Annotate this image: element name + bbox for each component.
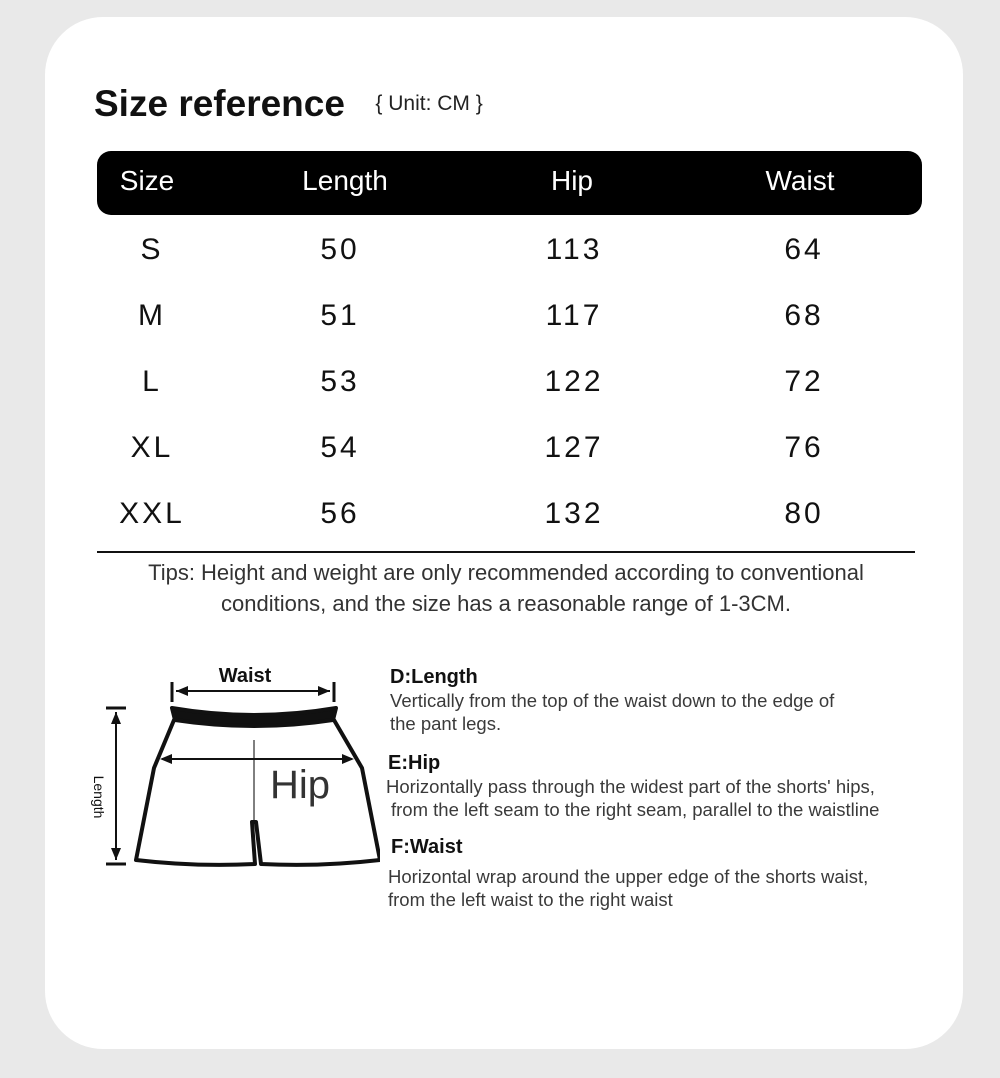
cell-waist: 72 <box>784 365 824 398</box>
table-divider <box>97 551 915 553</box>
cell-hip: 127 <box>544 431 604 464</box>
table-header <box>97 151 922 215</box>
cell-hip: 113 <box>545 233 603 266</box>
cell-length: 54 <box>320 431 360 464</box>
cell-hip: 117 <box>545 299 603 332</box>
cell-length: 50 <box>320 233 360 266</box>
cell-waist: 80 <box>784 497 824 530</box>
definition-line: Vertically from the top of the waist down to the edge of <box>390 690 835 711</box>
definition-hip <box>388 751 879 821</box>
tips-text: Tips: Height and weight are only recommended according to conventional conditions, and the size has a reasonable range of 1-3CM. <box>148 560 864 616</box>
table-row <box>0 233 1000 273</box>
table-row <box>0 431 1000 471</box>
cell-waist: 64 <box>784 233 824 266</box>
cell-length: 56 <box>320 497 360 530</box>
definition-waist <box>388 835 869 911</box>
length-label: Length <box>91 775 107 819</box>
unit-label: { Unit: CM } <box>375 92 483 115</box>
shorts-outline <box>136 708 380 865</box>
cell-size: M <box>138 299 166 332</box>
cell-size: XXL <box>119 497 185 530</box>
definition-heading: D:Length <box>390 666 478 688</box>
header-waist: Waist <box>765 165 835 196</box>
hip-label: Hip <box>269 763 331 807</box>
definition-line: the pant legs. <box>390 713 502 734</box>
cell-length: 51 <box>320 299 360 332</box>
header-length: Length <box>302 165 388 196</box>
cell-size: L <box>142 365 162 398</box>
definition-line: from the left seam to the right seam, parallel to the waistline <box>391 799 880 820</box>
cell-size: XL <box>130 431 174 464</box>
definition-length <box>390 665 834 735</box>
cell-length: 53 <box>320 365 360 398</box>
definition-heading: E:Hip <box>388 752 441 774</box>
definition-line: Horizontally pass through the widest part of the shorts' hips, <box>386 776 875 797</box>
table-row <box>0 299 1000 339</box>
waist-label: Waist <box>218 665 272 687</box>
cell-hip: 122 <box>544 365 604 398</box>
definition-line: Horizontal wrap around the upper edge of the shorts waist, <box>388 866 869 887</box>
cell-waist: 68 <box>784 299 824 332</box>
title-row <box>94 83 483 125</box>
length-arrow <box>106 708 126 864</box>
definition-line: from the left waist to the right waist <box>388 889 673 910</box>
definition-heading: F:Waist <box>391 836 463 858</box>
header-hip: Hip <box>550 165 594 196</box>
table-row <box>0 497 1000 537</box>
cell-hip: 132 <box>544 497 604 530</box>
shorts-diagram <box>90 660 380 880</box>
header-size: Size <box>119 165 175 196</box>
cell-size: S <box>140 233 164 266</box>
table-row <box>0 365 1000 405</box>
page-title: Size reference <box>94 83 345 124</box>
cell-waist: 76 <box>784 431 824 464</box>
